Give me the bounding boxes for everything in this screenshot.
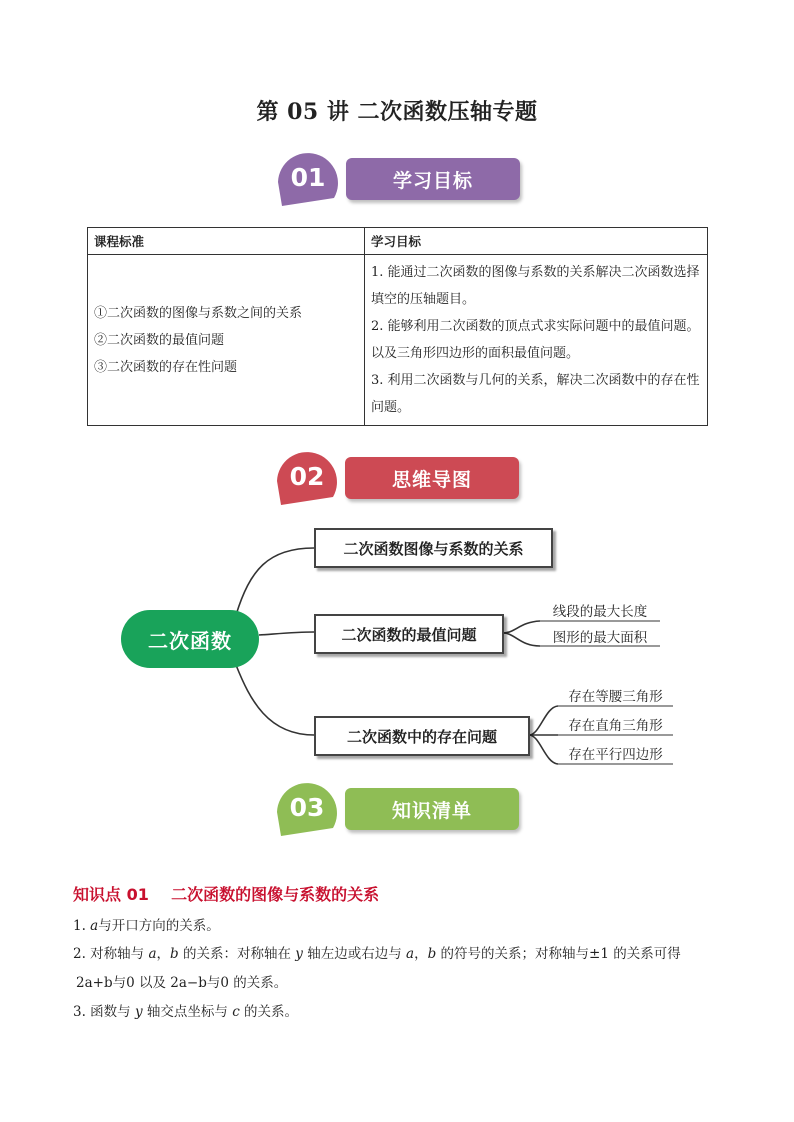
knowledge-point-heading: 知识点 01 二次函数的图像与系数的关系 xyxy=(73,885,380,904)
section-number: 01 xyxy=(290,163,326,192)
page-title: 第 05 讲 二次函数压轴专题 xyxy=(256,99,538,125)
section-number: 02 xyxy=(289,462,325,491)
knowledge-item-2: 2. 对称轴与 a，b 的关系：对称轴在 y 轴左边或右边与 a，b 的符号的关系；对称轴与±1 的关系可得 xyxy=(73,946,681,962)
mindmap-leaf: 存在直角三角形 xyxy=(568,718,663,734)
section-label: 学习目标 xyxy=(346,158,520,200)
standard-item: ③二次函数的存在性问题 xyxy=(94,359,238,375)
mindmap-leaf: 图形的最大面积 xyxy=(552,630,648,646)
mindmap-branch: 二次函数中的存在问题 xyxy=(314,716,530,756)
knowledge-item-1: 1. a与开口方向的关系。 xyxy=(73,918,220,934)
mindmap-leaf: 线段的最大长度 xyxy=(552,604,648,620)
objective-item: 3. 利用二次函数与几何的关系，解决二次函数中的存在性问题。 xyxy=(371,373,700,415)
knowledge-item-2-continued: 2a+b与0 以及 2a−b与0 的关系。 xyxy=(76,975,288,991)
knowledge-item-3: 3. 函数与 y 轴交点坐标与 c 的关系。 xyxy=(73,1004,299,1020)
header-course-standard: 课程标准 xyxy=(88,228,365,255)
section-label: 知识清单 xyxy=(345,788,519,830)
objective-item: 2. 能够利用二次函数的顶点式求实际问题中的最值问题。以及三角形四边形的面积最值问题。 xyxy=(371,319,700,361)
section-number: 03 xyxy=(289,793,325,822)
standard-item: ②二次函数的最值问题 xyxy=(94,332,225,348)
mindmap-root: 二次函数 xyxy=(121,610,259,668)
math-var: a xyxy=(90,918,99,934)
mindmap-branch: 二次函数图像与系数的关系 xyxy=(314,528,553,568)
mindmap-leaf: 存在等腰三角形 xyxy=(568,689,663,705)
standard-item: ①二次函数的图像与系数之间的关系 xyxy=(94,305,303,321)
mindmap-leaf: 存在平行四边形 xyxy=(568,747,663,763)
section-label: 思维导图 xyxy=(345,457,519,499)
header-learning-goal: 学习目标 xyxy=(365,228,708,255)
mindmap-branch: 二次函数的最值问题 xyxy=(314,614,504,654)
objective-item: 1. 能通过二次函数的图像与系数的关系解决二次函数选择填空的压轴题目。 xyxy=(371,265,700,307)
